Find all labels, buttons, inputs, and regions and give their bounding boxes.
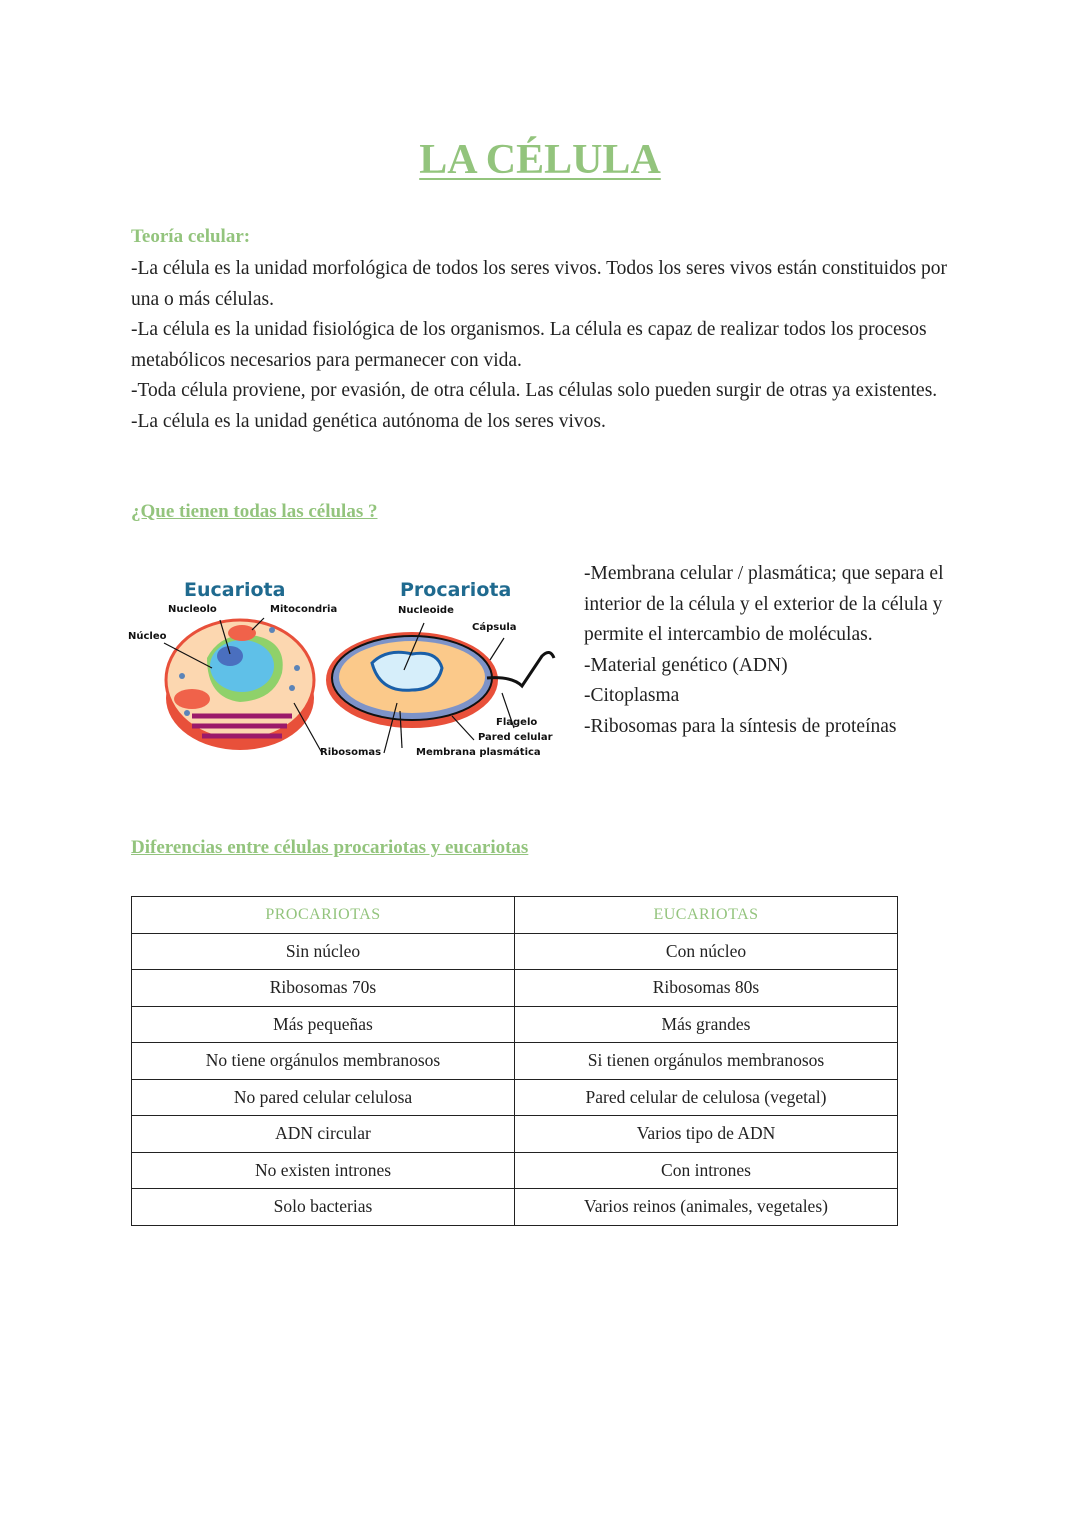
theory-points — [131, 254, 961, 438]
differences-table — [131, 896, 898, 1226]
label-nucleolo: Nucleolo — [168, 604, 217, 615]
eukaryote-cell: Pared celular de celulosa (vegetal) — [515, 1079, 898, 1116]
theory-point: -La célula es la unidad fisiológica de los organismos. La célula es capaz de realizar todos los procesos metabólicos necesarios para permanecer con vida. — [131, 319, 927, 371]
table-header-row — [132, 897, 898, 934]
common-point: -Material genético (ADN) — [584, 654, 788, 676]
prokaryote-cell: ADN circular — [132, 1116, 515, 1153]
theory-point: -La célula es la unidad morfológica de todos los seres vivos. Todos los seres vivos están constituidos por una o más células. — [131, 258, 948, 310]
eukaryote-cell: Si tienen orgánulos membranosos — [515, 1043, 898, 1080]
column-header: EUCARIOTAS — [515, 897, 898, 934]
column-header: PROCARIOTAS — [132, 897, 515, 934]
common-point: -Citoplasma — [584, 685, 680, 707]
table-row — [132, 1152, 898, 1189]
prokaryote-cell: Ribosomas 70s — [132, 970, 515, 1007]
label-nucleoide: Nucleoide — [398, 605, 454, 616]
eukaryote-title: Eucariota — [184, 579, 286, 601]
eukaryote-cell: Con núcleo — [515, 933, 898, 970]
table-row — [132, 1043, 898, 1080]
prokaryote-title: Procariota — [400, 579, 512, 601]
eukaryote-cell: Ribosomas 80s — [515, 970, 898, 1007]
table-row — [132, 1006, 898, 1043]
prokaryote-cell: Más pequeñas — [132, 1006, 515, 1043]
common-point: -Ribosomas para la síntesis de proteínas — [584, 715, 897, 737]
eukaryote-cell: Varios tipo de ADN — [515, 1116, 898, 1153]
prokaryote-cell: Sin núcleo — [132, 933, 515, 970]
eukaryote-cell-icon — [166, 620, 314, 750]
table-row — [132, 970, 898, 1007]
theory-point: -Toda célula proviene, por evasión, de otra célula. Las células solo pueden surgir de otras ya existentes. — [131, 380, 938, 402]
table-row — [132, 1189, 898, 1226]
page-title: LA CÉLULA — [419, 137, 661, 183]
common-points — [584, 559, 954, 743]
cell-diagram — [122, 568, 570, 768]
prokaryote-cell: No tiene orgánulos membranosos — [132, 1043, 515, 1080]
eukaryote-cell: Varios reinos (animales, vegetales) — [515, 1189, 898, 1226]
prokaryote-cell-icon — [326, 632, 554, 728]
differences-heading: Diferencias entre células procariotas y eucariotas — [131, 837, 529, 858]
table-row — [132, 933, 898, 970]
table-row — [132, 1079, 898, 1116]
prokaryote-cell: Solo bacterias — [132, 1189, 515, 1226]
label-nucleo: Núcleo — [128, 631, 167, 642]
eukaryote-cell: Con intrones — [515, 1152, 898, 1189]
label-pared: Pared celular — [478, 732, 553, 743]
label-flagelo: Flagelo — [496, 717, 538, 728]
label-mitocondria: Mitocondria — [270, 604, 338, 615]
common-heading: ¿Que tienen todas las células ? — [131, 501, 378, 522]
prokaryote-cell: No pared celular celulosa — [132, 1079, 515, 1116]
common-point: -Membrana celular / plasmática; que separa el interior de la célula y el exterior de la célula y permite el intercambio de moléculas. — [584, 563, 944, 646]
label-membrana: Membrana plasmática — [416, 747, 541, 758]
label-capsula: Cápsula — [472, 622, 517, 633]
theory-heading: Teoría celular: — [131, 226, 251, 247]
prokaryote-cell: No existen intrones — [132, 1152, 515, 1189]
label-ribosomas: Ribosomas — [320, 747, 382, 758]
table-row — [132, 1116, 898, 1153]
eukaryote-cell: Más grandes — [515, 1006, 898, 1043]
theory-point: -La célula es la unidad genética autónoma de los seres vivos. — [131, 410, 606, 432]
